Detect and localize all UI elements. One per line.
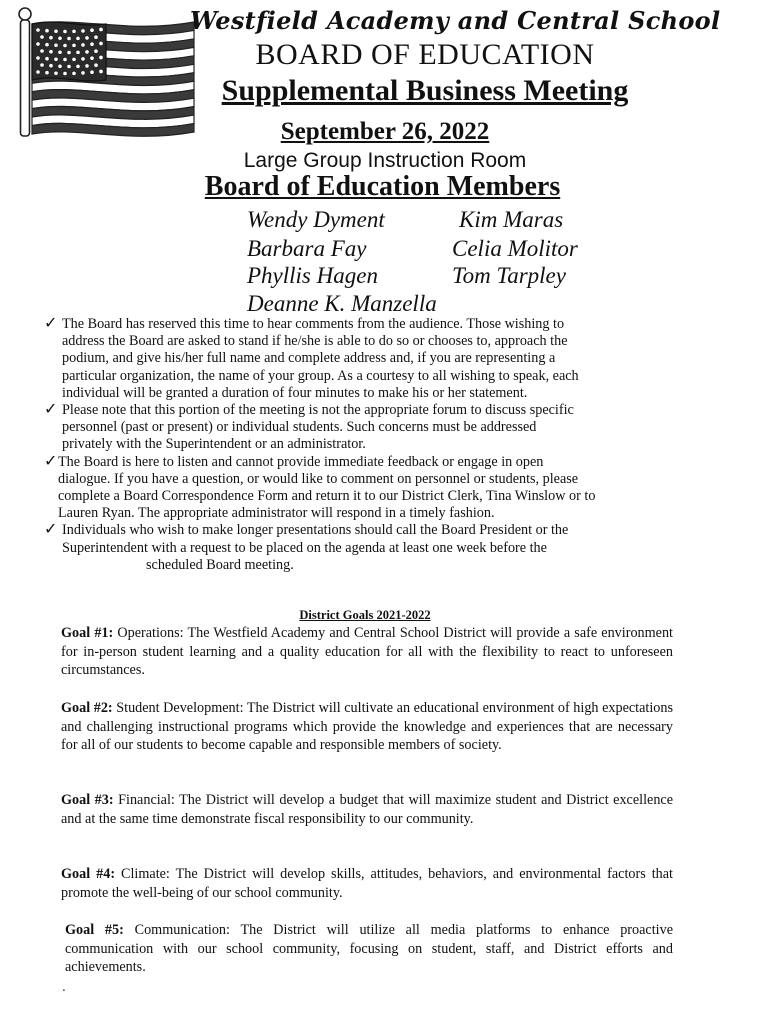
flag-star: [63, 58, 67, 62]
note-line: individual will be granted a duration of four minutes to make his or her statement.: [62, 384, 528, 401]
flag-star: [54, 71, 58, 75]
flag-star: [40, 49, 44, 53]
flag-star: [67, 37, 71, 41]
flag-star: [76, 51, 80, 55]
member-name: Kim Maras: [459, 207, 564, 232]
flag-star: [67, 65, 71, 69]
member-name: Phyllis Hagen: [247, 263, 378, 288]
flag-star: [40, 35, 44, 39]
flag-star: [72, 58, 76, 62]
flag-star: [72, 44, 76, 48]
goal-text: Operations: The Westfield Academy and Central School District will provide a safe environment for in-person student learning and a quality education for all with the flexibility to react to unforeseen circumstances.: [61, 625, 673, 678]
trailing-mark: .: [62, 980, 66, 994]
flag-star: [99, 28, 103, 32]
goal-text: Climate: The District will develop skills, attitudes, behaviors, and environmental factors that promote the well-being of our school community.: [61, 866, 673, 901]
note-line: The Board is here to listen and cannot provide immediate feedback or engage in open: [58, 453, 544, 470]
note-line: complete a Board Correspondence Form and return it to our District Clerk, Tina Winslow or to: [58, 488, 596, 505]
flag-star: [54, 57, 58, 61]
flag-star: [54, 29, 58, 33]
members-heading: Board of Education Members: [204, 171, 561, 202]
goal-paragraph: [61, 624, 673, 680]
school-name: Westfield Academy and Central School: [190, 6, 721, 35]
flag-star: [36, 56, 40, 60]
note-line: dialogue. If you have a question, or would like to comment on personnel or students, please: [58, 470, 579, 487]
flag-star: [45, 43, 49, 47]
note-line: Individuals who wish to make longer presentations should call the Board President or the: [62, 522, 569, 539]
flag-star: [99, 70, 103, 74]
flag-star: [76, 65, 80, 69]
meeting-title: Supplemental Business Meeting: [221, 74, 629, 107]
goal-label: Goal #3:: [61, 792, 114, 808]
goal-paragraph: [61, 921, 673, 977]
member-name: Tom Tarpley: [452, 263, 566, 288]
flag-star: [90, 42, 94, 46]
note-line: Lauren Ryan. The appropriate administrator will respond in a timely fashion.: [58, 505, 495, 522]
flag-star: [36, 70, 40, 74]
district-goals-heading: District Goals 2021-2022: [299, 608, 431, 622]
flag-star: [49, 50, 53, 54]
flag-star: [99, 56, 103, 60]
goal-paragraph: [61, 791, 673, 828]
flag-star: [81, 71, 85, 75]
flag-star: [99, 42, 103, 46]
meeting-date: September 26, 2022: [280, 118, 490, 145]
goal-label: Goal #5:: [65, 922, 124, 938]
member-name: Deanne K. Manzella: [247, 291, 437, 316]
checkmark-icon: ✓: [44, 313, 58, 332]
flag-star: [54, 43, 58, 47]
goal-paragraph: [61, 699, 673, 755]
flag-star: [94, 49, 98, 53]
member-name: Barbara Fay: [247, 236, 367, 261]
member-name: Wendy Dyment: [247, 207, 385, 232]
public-comment-notes: [42, 313, 722, 574]
note-line: particular organization, the name of your group. As a courtesy to all wishing to speak, each: [62, 367, 579, 384]
note-line: The Board has reserved this time to hear comments from the audience. Those wishing to: [62, 316, 565, 332]
flag-star: [85, 36, 89, 40]
flag-star: [67, 51, 71, 55]
note-line: podium, and give his/her full name and complete address and, if you are representing a: [62, 350, 556, 367]
checkmark-icon: ✓: [44, 399, 58, 419]
board-heading: BOARD OF EDUCATION: [255, 38, 595, 71]
note-line: address the Board are asked to stand if he/she is able to do so or chooses to, approach the: [62, 333, 568, 350]
flag-star: [90, 28, 94, 32]
flag-star: [63, 30, 67, 34]
note-line: Please note that this portion of the meeting is not the appropriate forum to discuss specific: [62, 402, 574, 419]
goal-text: Financial: The District will develop a budget that will maximize student and District excellence and at the same time demonstrate fiscal responsibility to our community.: [61, 792, 674, 827]
flag-star: [45, 57, 49, 61]
note-line: scheduled Board meeting.: [146, 556, 294, 573]
flag-star: [58, 36, 62, 40]
flag-star: [76, 37, 80, 41]
flag-star: [45, 29, 49, 33]
goal-text: Student Development: The District will cultivate an educational environment of high expectations and challenging instructional programs which provide the knowledge and experiences that are necessary for all of our students to become capable and responsible members of society.: [61, 700, 673, 753]
note-item: [42, 313, 722, 402]
flag-star: [58, 50, 62, 54]
goal-paragraph: [61, 865, 673, 902]
flag-star: [94, 35, 98, 39]
meeting-room: Large Group Instruction Room: [243, 149, 527, 172]
flag-star: [49, 64, 53, 68]
note-line: personnel (past or present) or individual students. Such concerns must be addressed: [62, 419, 537, 436]
flag-star: [81, 29, 85, 33]
note-line: privately with the Superintendent or an administrator.: [62, 436, 366, 453]
flag-star: [94, 63, 98, 67]
flag-star: [81, 57, 85, 61]
note-item: [42, 519, 722, 574]
flag-star: [40, 63, 44, 67]
goal-text: Communication: The District will utilize all media platforms to enhance proactive communication with our school community, focusing on student, staff, and District efforts and achievements.: [65, 922, 673, 975]
flag-star: [63, 72, 67, 76]
flag-star: [72, 72, 76, 76]
flag-star: [36, 42, 40, 46]
checkmark-icon: ✓: [44, 450, 58, 470]
flag-star: [49, 36, 53, 40]
note-item: [42, 399, 722, 454]
goal-label: Goal #4:: [61, 866, 116, 882]
flag-star: [36, 28, 40, 32]
checkmark-icon: ✓: [44, 519, 58, 539]
member-name: Celia Molitor: [452, 236, 578, 261]
flag-star: [85, 64, 89, 68]
flag-star: [90, 56, 94, 60]
flag-star: [72, 30, 76, 34]
flag-star: [45, 71, 49, 75]
note-item: [42, 450, 722, 523]
flag-star: [58, 64, 62, 68]
note-line: Superintendent with a request to be placed on the agenda at least one week before the: [62, 539, 547, 556]
flag-star: [90, 70, 94, 74]
flag-star: [85, 50, 89, 54]
goal-label: Goal #2:: [61, 700, 113, 716]
flag-star: [81, 43, 85, 47]
flag-star: [63, 44, 67, 48]
goal-label: Goal #1:: [61, 625, 114, 641]
